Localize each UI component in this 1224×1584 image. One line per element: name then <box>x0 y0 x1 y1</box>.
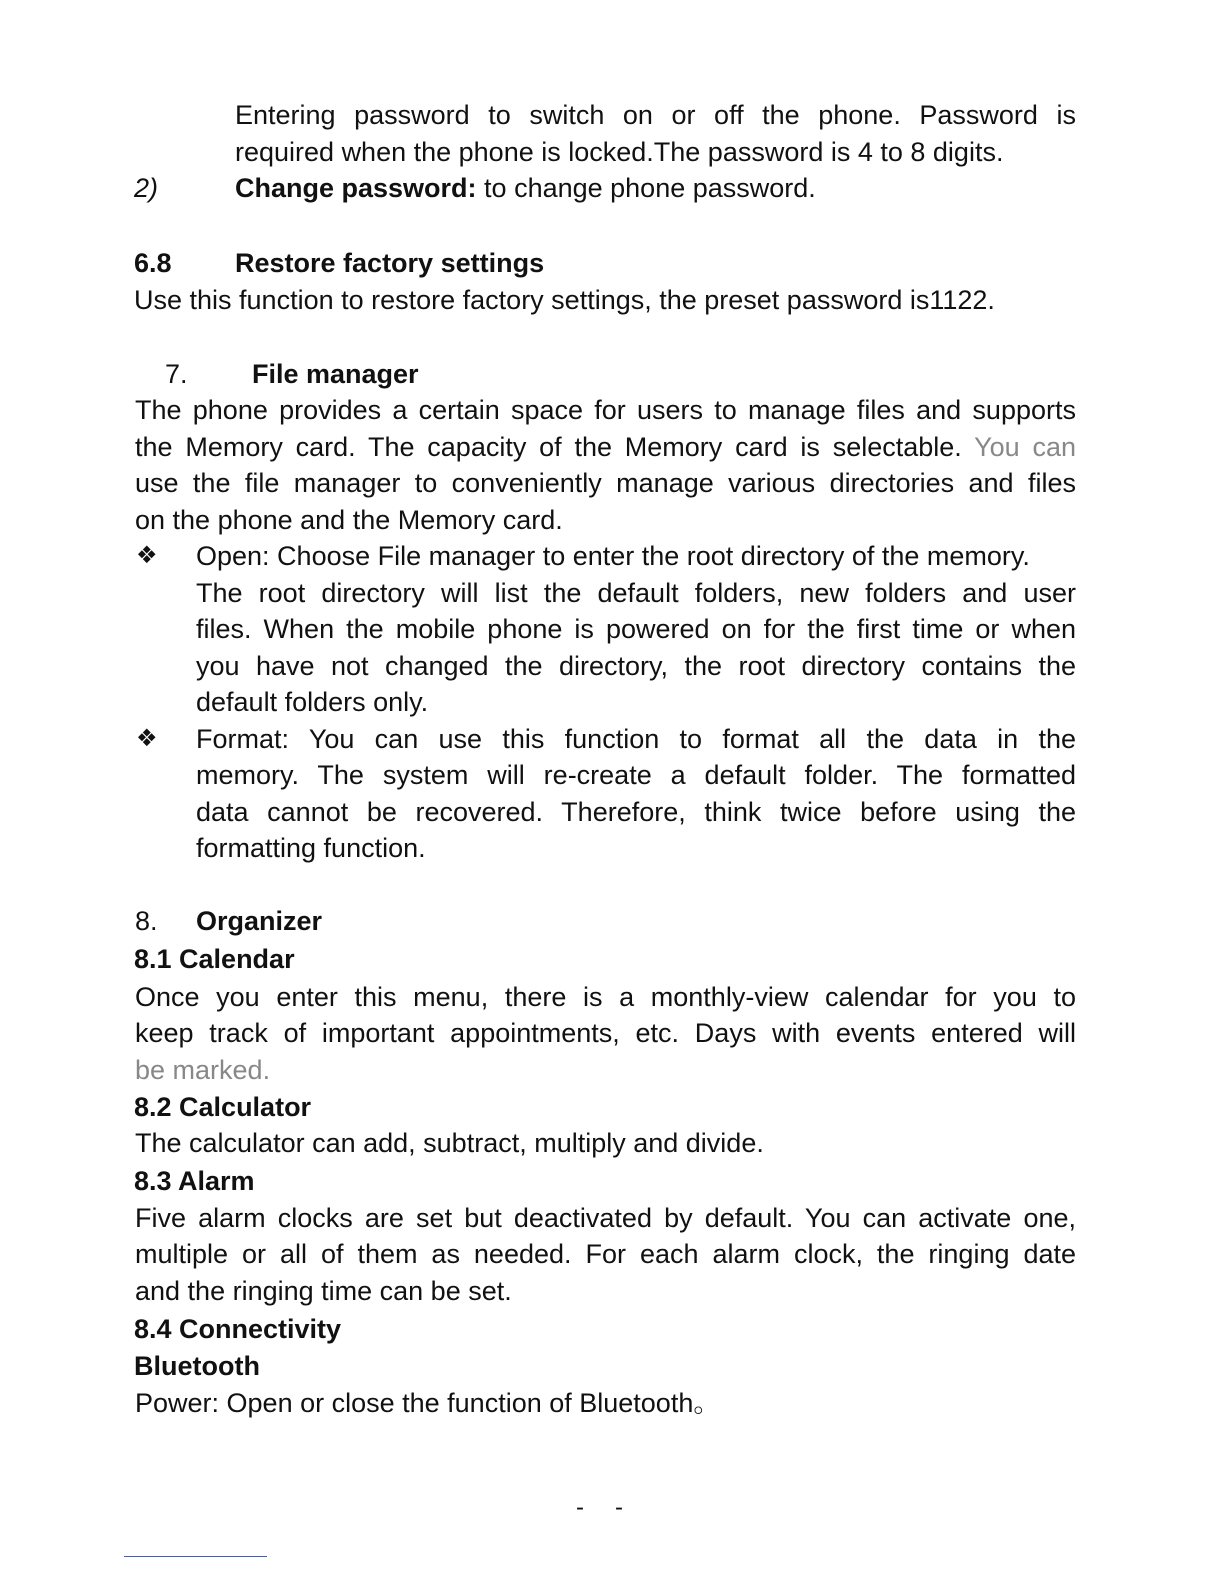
bullet-icon: ❖ <box>136 542 158 569</box>
section-7-number: 7. <box>165 359 188 389</box>
file-manager-line-1: The phone provides a certain space for users to manage files and supports <box>135 395 1076 425</box>
calculator-heading: 8.2 Calculator <box>134 1092 312 1122</box>
section-8-number: 8. <box>135 906 158 936</box>
alarm-heading: 8.3 Alarm <box>134 1166 255 1196</box>
alarm-line-1: Five alarm clocks are set but deactivated by default. You can activate one, <box>135 1203 1076 1233</box>
section-7-title: File manager <box>252 359 419 389</box>
change-password-label: Change password: <box>235 173 477 203</box>
bullet-icon: ❖ <box>136 725 158 752</box>
page-number-dash-left: - <box>576 1494 584 1521</box>
footnote-rule <box>124 1556 267 1557</box>
open-line-1: Open: Choose File manager to enter the root directory of the memory. <box>196 541 1030 571</box>
format-line-2: memory. The system will re-create a default folder. The formatted <box>196 760 1076 790</box>
format-line-4: formatting function. <box>196 833 426 863</box>
open-line-5: default folders only. <box>196 687 429 717</box>
calendar-line-1: Once you enter this menu, there is a monthly-view calendar for you to <box>135 982 1076 1012</box>
password-line-1: Entering password to switch on or off the phone. Password is <box>235 100 1076 130</box>
restore-text: Use this function to restore factory settings, the preset password is1122. <box>134 285 995 315</box>
change-password-desc: to change phone password. <box>476 173 816 203</box>
format-line-1: Format: You can use this function to format all the data in the <box>196 724 1076 754</box>
item-2-number: 2) <box>134 173 159 203</box>
section-6-8-number: 6.8 <box>134 248 172 278</box>
file-manager-line-3: use the file manager to conveniently manage various directories and files <box>135 468 1076 498</box>
alarm-line-2: multiple or all of them as needed. For each alarm clock, the ringing date <box>135 1239 1076 1269</box>
file-manager-line-2b: You can <box>974 432 1076 462</box>
file-manager-line-2 <box>135 429 1076 465</box>
bluetooth-text: Power: Open or close the function of Bluetooth。 <box>135 1388 721 1418</box>
section-6-8-title: Restore factory settings <box>235 248 545 278</box>
calendar-line-2: keep track of important appointments, etc. Days with events entered will <box>135 1018 1076 1048</box>
bluetooth-heading: Bluetooth <box>134 1351 260 1381</box>
file-manager-line-2a: the Memory card. The capacity of the Memory card is selectable. <box>135 432 975 462</box>
password-line-2: required when the phone is locked.The password is 4 to 8 digits. <box>235 137 1004 167</box>
item-2-text <box>235 170 816 206</box>
calendar-heading: 8.1 Calendar <box>134 944 295 974</box>
calendar-line-3: be marked. <box>135 1055 271 1085</box>
connectivity-heading: 8.4 Connectivity <box>134 1314 342 1344</box>
open-line-4: you have not changed the directory, the root directory contains the <box>196 651 1076 681</box>
section-8-title: Organizer <box>196 906 323 936</box>
alarm-line-3: and the ringing time can be set. <box>135 1276 512 1306</box>
open-line-3: files. When the mobile phone is powered on for the first time or when <box>196 614 1076 644</box>
page-number-dash-right: - <box>615 1494 623 1521</box>
file-manager-line-4: on the phone and the Memory card. <box>135 505 563 535</box>
calculator-text: The calculator can add, subtract, multiply and divide. <box>135 1128 764 1158</box>
open-line-2: The root directory will list the default folders, new folders and user <box>196 578 1076 608</box>
format-line-3: data cannot be recovered. Therefore, think twice before using the <box>196 797 1076 827</box>
